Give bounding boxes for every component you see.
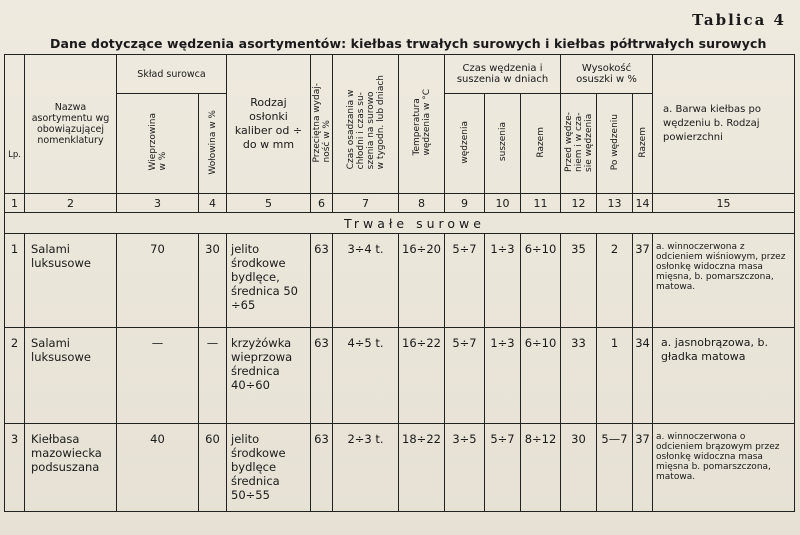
- cell-sum: 8÷12: [521, 424, 561, 512]
- header-temp: Temperatura wędzenia w °C: [399, 55, 445, 194]
- cell-settling: 3÷4 t.: [333, 234, 399, 328]
- header-dry: suszenia: [485, 94, 521, 194]
- header-pork: Wieprzowina w %: [117, 94, 199, 194]
- cell-after: 1: [597, 328, 633, 424]
- cell-before: 35: [561, 234, 597, 328]
- cell-weight: 63: [311, 424, 333, 512]
- cell-casing: krzyżówka wieprzowa średnica 40÷60: [227, 328, 311, 424]
- header-color: a. Barwa kiełbas po wędzeniu b. Rodzaj powierzchni: [653, 55, 795, 194]
- col-number: 3: [117, 194, 199, 213]
- cell-lp: 2: [5, 328, 25, 424]
- col-number: 8: [399, 194, 445, 213]
- cell-color: a. jasnobrązowa, b. gładka matowa: [653, 328, 795, 424]
- cell-casing: jelito środkowe bydlęce, średnica 50 ÷65: [227, 234, 311, 328]
- table-title: Dane dotyczące wędzenia asortymentów: kiełbas trwałych surowych i kiełbas półtrwałych surowych: [50, 36, 767, 51]
- cell-settling: 4÷5 t.: [333, 328, 399, 424]
- cell-temp: 16÷22: [399, 328, 445, 424]
- header-wysokosc: Wysokość osuszki w %: [561, 55, 653, 94]
- table-row: [5, 424, 795, 512]
- col-number: 6: [311, 194, 333, 213]
- header-smoke: wędzenia: [445, 94, 485, 194]
- cell-sum: 6÷10: [521, 328, 561, 424]
- cell-smoke: 3÷5: [445, 424, 485, 512]
- header-lp: Lp.: [5, 55, 25, 194]
- header-czas: Czas wędzenia i suszenia w dniach: [445, 55, 561, 94]
- header-settling: Czas osadzania w chłodni i czas su- szenia na surowo w tygodn. lub dniach: [333, 55, 399, 194]
- cell-weight: 63: [311, 328, 333, 424]
- col-number: 5: [227, 194, 311, 213]
- col-number: 7: [333, 194, 399, 213]
- cell-total: 34: [633, 328, 653, 424]
- header-name: Nazwa asortymentu wg obowiązującej nomenklatury: [25, 55, 117, 194]
- header-razem: Razem: [521, 94, 561, 194]
- table-row: [5, 234, 795, 328]
- header-beef: Wołowina w %: [199, 94, 227, 194]
- cell-temp: 18÷22: [399, 424, 445, 512]
- cell-pork: 40: [117, 424, 199, 512]
- cell-name: Salami luksusowe: [25, 234, 117, 328]
- cell-color: a. winnoczerwona z odcieniem wiśniowym, przez osłonkę widoczna masa mięsna, b. pomarszczona, matowa.: [653, 234, 795, 328]
- header-sklad: Skład surowca: [117, 55, 227, 94]
- header-casing: Rodzaj osłonki kaliber od ÷ do w mm: [227, 55, 311, 194]
- section-title: Trwałe surowe: [5, 213, 795, 234]
- col-number: 4: [199, 194, 227, 213]
- cell-dry: 1÷3: [485, 328, 521, 424]
- col-number: 15: [653, 194, 795, 213]
- col-number: 2: [25, 194, 117, 213]
- cell-smoke: 5÷7: [445, 328, 485, 424]
- cell-settling: 2÷3 t.: [333, 424, 399, 512]
- col-number: 12: [561, 194, 597, 213]
- cell-pork: —: [117, 328, 199, 424]
- column-number-row: [5, 194, 795, 213]
- cell-after: 2: [597, 234, 633, 328]
- cell-pork: 70: [117, 234, 199, 328]
- col-number: 14: [633, 194, 653, 213]
- col-number: 10: [485, 194, 521, 213]
- cell-name: Kiełbasa mazowiecka podsuszana: [25, 424, 117, 512]
- cell-sum: 6÷10: [521, 234, 561, 328]
- cell-smoke: 5÷7: [445, 234, 485, 328]
- cell-after: 5—7: [597, 424, 633, 512]
- header-after: Po wędzeniu: [597, 94, 633, 194]
- table-row: [5, 328, 795, 424]
- col-number: 9: [445, 194, 485, 213]
- col-number: 11: [521, 194, 561, 213]
- cell-temp: 16÷20: [399, 234, 445, 328]
- cell-color: a. winnoczerwona o odcieniem brązowym przez osłonkę widoczna masa mięsna b. pomarszczona, matowa.: [653, 424, 795, 512]
- cell-before: 33: [561, 328, 597, 424]
- cell-beef: —: [199, 328, 227, 424]
- col-number: 1: [5, 194, 25, 213]
- cell-name: Salami luksusowe: [25, 328, 117, 424]
- cell-lp: 1: [5, 234, 25, 328]
- cell-total: 37: [633, 234, 653, 328]
- header-razem2: Razem: [633, 94, 653, 194]
- cell-total: 37: [633, 424, 653, 512]
- header-weight: Przeciętna wydaj- ność w %: [311, 55, 333, 194]
- cell-casing: jelito środkowe bydlęce średnica 50÷55: [227, 424, 311, 512]
- cell-dry: 5÷7: [485, 424, 521, 512]
- header-before: Przed wędze- niem i w cza- sie wędzenia: [561, 94, 597, 194]
- cell-before: 30: [561, 424, 597, 512]
- cell-beef: 60: [199, 424, 227, 512]
- section-row: [5, 213, 795, 234]
- col-number: 13: [597, 194, 633, 213]
- cell-lp: 3: [5, 424, 25, 512]
- cell-beef: 30: [199, 234, 227, 328]
- smoking-data-table: [4, 54, 795, 512]
- table-number: Tablica 4: [692, 11, 786, 29]
- cell-weight: 63: [311, 234, 333, 328]
- cell-dry: 1÷3: [485, 234, 521, 328]
